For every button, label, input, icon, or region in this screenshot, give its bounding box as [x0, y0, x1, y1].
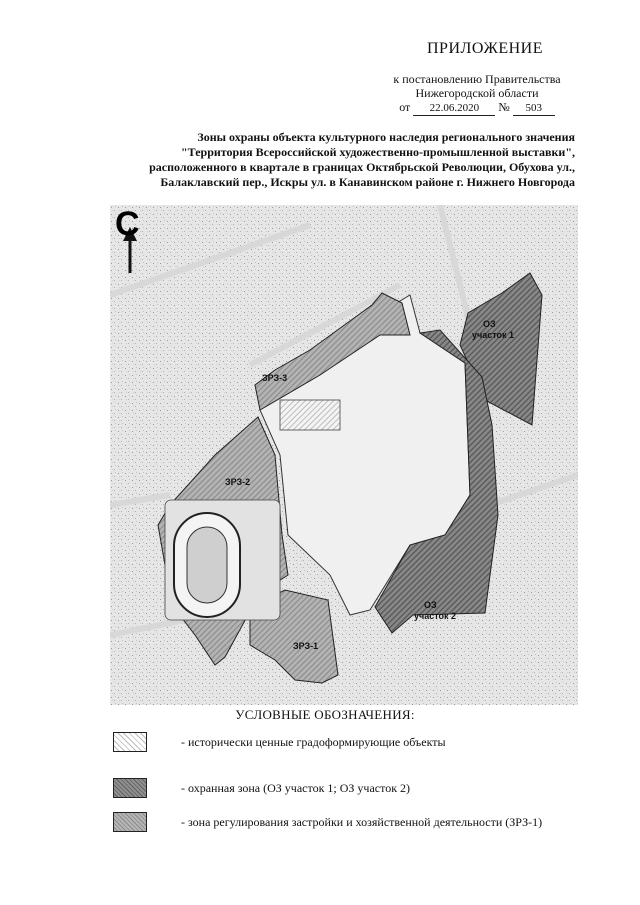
oz1-label-line2: участок 1 — [472, 330, 515, 340]
title-line: Зоны охраны объекта культурного наследия регионального значения — [197, 130, 575, 144]
document-title — [100, 130, 575, 190]
zone-map — [110, 205, 578, 705]
date-prefix: от — [399, 100, 411, 114]
historic-objects-swatch — [113, 732, 147, 752]
zrz1-label: ЗРЗ-1 — [293, 641, 319, 651]
title-line: "Территория Всероссийской художественно-промышленной выставки", — [180, 145, 575, 159]
legend-item-oz — [113, 778, 411, 798]
zrz3-label: ЗРЗ-3 — [262, 373, 288, 383]
oz2-label-line2: участок 2 — [414, 611, 457, 621]
oz1-label-line1: ОЗ — [483, 319, 496, 329]
legend-item-label: - исторически ценные градоформирующие объекты — [181, 734, 446, 749]
historic-building — [280, 400, 340, 430]
oz2-label-line1: ОЗ — [424, 600, 437, 610]
resolution-date: 22.06.2020 — [413, 101, 495, 116]
north-letter: С — [115, 205, 140, 243]
date-number-line — [372, 100, 582, 116]
resolution-number: 503 — [513, 101, 555, 116]
resolution-line-2: Нижегородской области — [415, 86, 539, 100]
legend-item-label: - охранная зона (ОЗ участок 1; ОЗ участок 2) — [181, 780, 411, 795]
legend-item-label: - зона регулирования застройки и хозяйственной деятельности (ЗРЗ-1) — [181, 814, 543, 829]
resolution-line-1: к постановлению Правительства — [393, 72, 561, 86]
appendix-title: ПРИЛОЖЕНИЕ — [426, 40, 543, 57]
legend-item-zrz — [113, 812, 543, 832]
zrz-zone-swatch — [113, 812, 147, 832]
title-line: расположенного в квартале в границах Октябрьской Революции, Обухова ул., — [149, 160, 575, 174]
number-prefix: № — [498, 100, 510, 114]
legend-item-historic — [113, 732, 446, 752]
oz-zone-swatch — [113, 778, 147, 798]
title-line: Балаклавский пер., Искры ул. в Канавинском районе г. Нижнего Новгорода — [160, 175, 575, 189]
resolution-block — [372, 72, 582, 116]
zrz2-label: ЗРЗ-2 — [225, 477, 251, 487]
stadium — [165, 500, 280, 620]
legend-title: УСЛОВНЫЕ ОБОЗНАЧЕНИЯ: — [235, 707, 415, 722]
